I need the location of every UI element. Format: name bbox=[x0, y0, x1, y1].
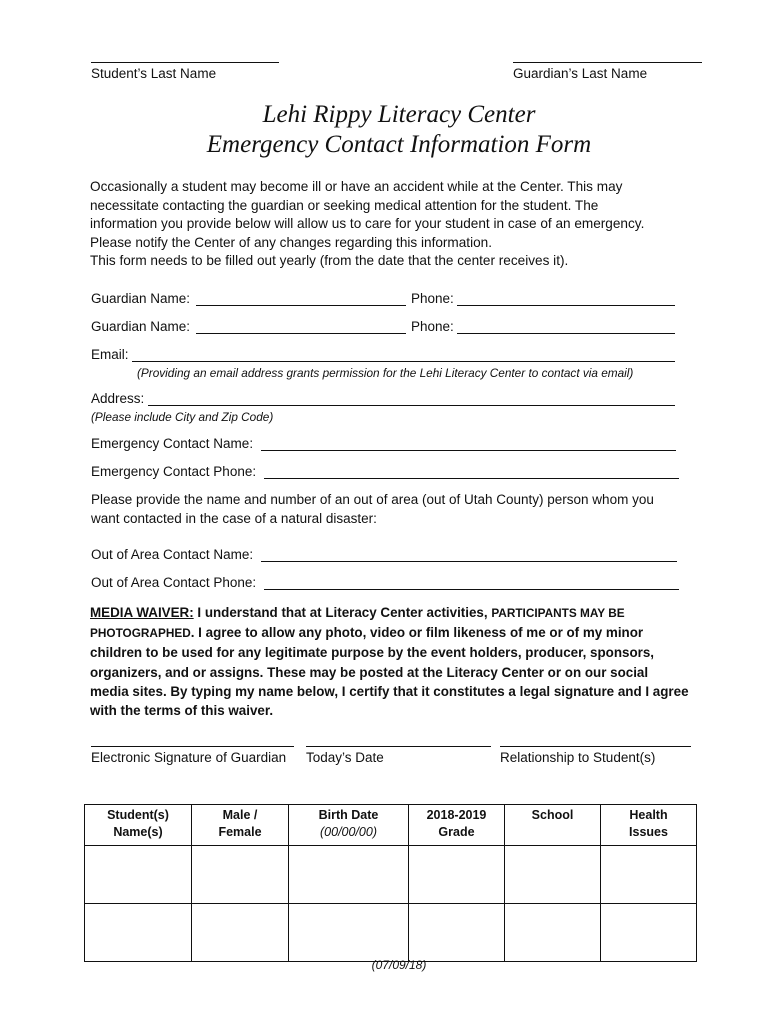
header-student-names: Student(s) Name(s) bbox=[85, 805, 192, 846]
address-label: Address: bbox=[91, 391, 145, 406]
guardian-signature-field[interactable] bbox=[91, 746, 294, 747]
guardian-name-2-label: Guardian Name: bbox=[91, 319, 191, 334]
media-waiver-caps: PARTICIPANTS MAY BE PHOTOGRAPHED bbox=[90, 606, 625, 641]
table-row bbox=[85, 904, 697, 962]
intro-paragraph bbox=[90, 178, 680, 271]
phone-2-field[interactable] bbox=[457, 333, 675, 334]
emergency-contact-phone-label: Emergency Contact Phone: bbox=[91, 464, 257, 479]
birth-date-cell[interactable] bbox=[289, 904, 409, 962]
relationship-field[interactable] bbox=[500, 746, 691, 747]
media-waiver-text-a: I understand that at Literacy Center activities, bbox=[193, 605, 492, 620]
guardian-name-1-field[interactable] bbox=[196, 305, 406, 306]
school-cell[interactable] bbox=[505, 904, 601, 962]
media-waiver-text-b: . I agree to allow any photo, video or film likeness of me or of my minor children to be used for any legitimate purpose by the event holders, producer, sponsors, organizers, and or assigns. These may be posted at the Literacy Center or on our social media sites. By typing my name below, I certify that it constitutes a legal signature and I agree with the terms of this waiver. bbox=[90, 625, 689, 719]
header-grade: 2018-2019 Grade bbox=[409, 805, 505, 846]
out-of-area-name-label: Out of Area Contact Name: bbox=[91, 547, 254, 562]
emergency-contact-name-label: Emergency Contact Name: bbox=[91, 436, 254, 451]
guardian-signature-label: Electronic Signature of Guardian bbox=[91, 750, 287, 765]
emergency-contact-name-field[interactable] bbox=[261, 450, 676, 451]
media-waiver bbox=[90, 603, 690, 720]
grade-cell[interactable] bbox=[409, 846, 505, 904]
media-waiver-heading: MEDIA WAIVER: bbox=[90, 605, 194, 620]
todays-date-label: Today’s Date bbox=[306, 750, 384, 765]
table-header-row bbox=[85, 805, 697, 846]
email-field[interactable] bbox=[132, 361, 675, 362]
school-cell[interactable] bbox=[505, 846, 601, 904]
address-note: (Please include City and Zip Code) bbox=[91, 410, 274, 424]
revision-date: (07/09/18) bbox=[371, 958, 427, 972]
out-of-area-phone-label: Out of Area Contact Phone: bbox=[91, 575, 257, 590]
todays-date-field[interactable] bbox=[306, 746, 491, 747]
intro-line: necessitate contacting the guardian or seeking medical attention for the student. The bbox=[90, 197, 599, 213]
student-name-cell[interactable] bbox=[85, 846, 192, 904]
gender-cell[interactable] bbox=[192, 904, 289, 962]
header-birth-date: Birth Date (00/00/00) bbox=[289, 805, 409, 846]
intro-line: This form needs to be filled out yearly (from the date that the center receives it). bbox=[90, 253, 569, 269]
phone-1-label: Phone: bbox=[411, 291, 454, 306]
guardian-name-2-field[interactable] bbox=[196, 333, 406, 334]
gender-cell[interactable] bbox=[192, 846, 289, 904]
intro-line: Occasionally a student may become ill or have an accident while at the Center. This may bbox=[90, 179, 623, 194]
emergency-contact-phone-field[interactable] bbox=[264, 478, 679, 479]
student-last-name-line[interactable] bbox=[91, 62, 279, 63]
student-last-name-label: Student’s Last Name bbox=[91, 66, 217, 81]
health-issues-cell[interactable] bbox=[601, 904, 697, 962]
address-field[interactable] bbox=[148, 405, 675, 406]
email-label: Email: bbox=[91, 347, 129, 362]
form-title-line1: Lehi Rippy Literacy Center bbox=[262, 101, 536, 128]
out-of-area-phone-field[interactable] bbox=[264, 589, 679, 590]
birth-date-cell[interactable] bbox=[289, 846, 409, 904]
grade-cell[interactable] bbox=[409, 904, 505, 962]
header-health-issues: Health Issues bbox=[601, 805, 697, 846]
out-of-area-prompt-line2: want contacted in the case of a natural disaster: bbox=[91, 511, 377, 526]
table-row bbox=[85, 846, 697, 904]
header-school: School bbox=[505, 805, 601, 846]
guardian-last-name-label: Guardian’s Last Name bbox=[513, 66, 648, 81]
out-of-area-name-field[interactable] bbox=[261, 561, 677, 562]
form-title-line2: Emergency Contact Information Form bbox=[206, 131, 592, 158]
email-permission-note: (Providing an email address grants permission for the Lehi Literacy Center to contact via email) bbox=[137, 366, 634, 380]
phone-1-field[interactable] bbox=[457, 305, 675, 306]
guardian-name-1-label: Guardian Name: bbox=[91, 291, 191, 306]
out-of-area-prompt-line1: Please provide the name and number of an out of area (out of Utah County) person whom you bbox=[91, 492, 654, 507]
student-name-cell[interactable] bbox=[85, 904, 192, 962]
intro-line: information you provide below will allow us to care for your student in case of an emergency. bbox=[90, 216, 645, 232]
phone-2-label: Phone: bbox=[411, 319, 454, 334]
students-table bbox=[84, 804, 697, 962]
intro-line: Please notify the Center of any changes regarding this information. bbox=[90, 234, 493, 250]
guardian-last-name-line[interactable] bbox=[513, 62, 702, 63]
header-gender: Male / Female bbox=[192, 805, 289, 846]
relationship-label: Relationship to Student(s) bbox=[500, 750, 656, 765]
health-issues-cell[interactable] bbox=[601, 846, 697, 904]
